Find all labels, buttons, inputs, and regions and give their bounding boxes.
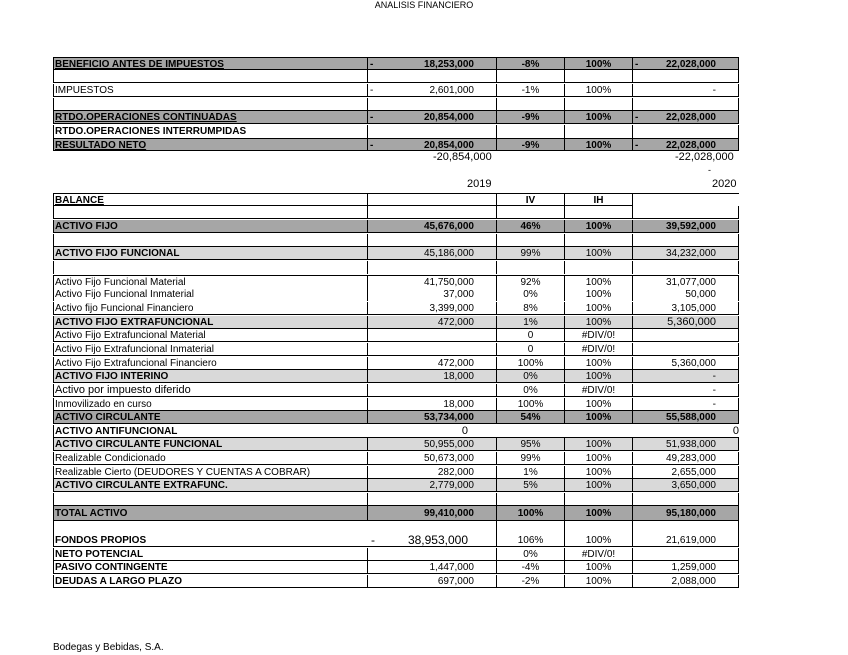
value-2020: - 22,028,000 [632,138,739,151]
table-row [53,438,739,451]
row-label: Inmovilizado en curso [53,398,367,411]
table-row [53,84,739,97]
value-ih: 100% [564,288,632,301]
value-iv: 0% [496,288,564,301]
value-2019: 472,000 [367,316,496,329]
row-label: ACTIVO FIJO INTERINO [53,370,367,383]
value-ih: 100% [564,452,632,465]
value-iv: 100% [496,357,564,370]
table-row [53,288,739,301]
table-row [53,247,739,260]
value-ih: 100% [564,438,632,451]
value-ih: 100% [564,247,632,260]
table-row-empty [53,206,739,219]
row-label: Activo fijo Funcional Financiero [53,302,367,315]
row-label: Activo Fijo Funcional Inmaterial [53,288,367,301]
total-row [53,506,739,521]
value-ih: 100% [564,479,632,492]
value-ih: 100% [564,275,632,288]
value-iv: -8% [496,57,564,70]
value-iv: 54% [496,411,564,424]
value-iv: -4% [496,561,564,574]
row-label: BENEFICIO ANTES DE IMPUESTOS [53,57,367,70]
value-2019: 45,676,000 [367,220,496,233]
value-2019 [367,343,496,356]
value-ih: #DIV/0! [564,548,632,561]
value-ih: 100% [564,534,632,547]
table-row [53,452,739,465]
row-label: DEUDAS A LARGO PLAZO [53,575,367,588]
value-iv: 1% [496,466,564,479]
row-label: ACTIVO CIRCULANTE [53,411,367,424]
value-2020: 50,000 [632,288,739,301]
value-ih: 100% [564,316,632,329]
value-ih: 100% [564,575,632,588]
table-row [53,111,739,124]
row-label: Activo Fijo Extrafuncional Material [53,329,367,342]
value-2020: 5,360,000 [632,316,739,329]
value-iv: 99% [496,452,564,465]
value-ih: 100% [564,466,632,479]
value-ih: 100% [564,411,632,424]
row-label: NETO POTENCIAL [53,548,367,561]
value-ih: 100% [564,302,632,315]
year-2020: 2020 [712,178,737,190]
value-2020: 51,938,000 [632,438,739,451]
value-2019: 472,000 [367,357,496,370]
value-2019: 37,000 [367,288,496,301]
value-2019: 697,000 [367,575,496,588]
table-row [53,425,739,438]
table-row [53,275,739,288]
table-row [53,302,739,315]
value-ih: #DIV/0! [564,343,632,356]
page-title: ANALISIS FINANCIERO [374,0,474,10]
value-2020: 1,259,000 [632,561,739,574]
table-row-empty [53,98,739,111]
value-2020: - 22,028,000 [632,111,739,124]
value-ih: #DIV/0! [564,384,632,397]
value-2020: - [632,370,739,383]
table-row [53,316,739,329]
value-iv: 0% [496,384,564,397]
table-row [53,466,739,479]
value-2020: 0 [632,425,739,438]
company-name: Bodegas y Bebidas, S.A. [53,642,164,653]
value-ih: 100% [564,57,632,70]
value-2019: 53,734,000 [367,411,496,424]
value-iv: 0 [496,329,564,342]
value-2019 [367,384,496,397]
row-label: ACTIVO CIRCULANTE FUNCIONAL [53,438,367,451]
value-2019: - 38,953,000 [367,534,496,547]
table-row [53,548,739,561]
value-2020: 2,088,000 [632,575,739,588]
table-row [53,57,739,70]
value-ih: 100% [564,220,632,233]
row-label: ACTIVO ANTIFUNCIONAL [53,425,367,438]
row-label: Activo Fijo Funcional Material [53,275,367,288]
table-row [53,534,739,547]
value-2019: 99,410,000 [367,506,496,521]
value-2019: 45,186,000 [367,247,496,260]
value-2020: 31,077,000 [632,275,739,288]
value-2020: 21,619,000 [632,534,739,547]
table-row-empty [53,493,739,506]
row-label: Activo Fijo Extrafuncional Financiero [53,357,367,370]
value-2020 [632,548,739,561]
value-ih: 100% [564,138,632,151]
value-iv: 1% [496,316,564,329]
value-iv: 5% [496,479,564,492]
table-row [53,384,739,397]
value-2019: 18,000 [367,370,496,383]
table-row [53,357,739,370]
table-row [53,220,739,233]
row-label: FONDOS PROPIOS [53,534,367,547]
table-row-empty [53,261,739,274]
table-row [53,343,739,356]
value-2019: 41,750,000 [367,275,496,288]
value-2019: 3,399,000 [367,302,496,315]
value-ih: 100% [564,111,632,124]
value-2019 [367,548,496,561]
value-2020: 5,360,000 [632,357,739,370]
value-2020: 2,655,000 [632,466,739,479]
value-2020: 39,592,000 [632,220,739,233]
value-iv: 8% [496,302,564,315]
value-iv: -1% [496,84,564,97]
value-iv: 100% [496,506,564,521]
row-label: RTDO.OPERACIONES INTERRUMPIDAS [53,125,367,138]
row-label: Realizable Condicionado [53,452,367,465]
value-ih: #DIV/0! [564,329,632,342]
balance-label: BALANCE [53,193,367,206]
value-2020: 55,588,000 [632,411,739,424]
value-iv: 0% [496,548,564,561]
value-iv: 0% [496,370,564,383]
value-2019: 50,673,000 [367,452,496,465]
value-2019: 50,955,000 [367,438,496,451]
value-2020 [632,329,739,342]
value-iv: -2% [496,575,564,588]
value-2020: 95,180,000 [632,506,739,521]
value-2020 [632,343,739,356]
net-result-2019: -20,854,000 [433,151,492,163]
value-2019 [367,329,496,342]
row-label: PASIVO CONTINGENTE [53,561,367,574]
value-iv: 106% [496,534,564,547]
row-label: ACTIVO CIRCULANTE EXTRAFUNC. [53,479,367,492]
value-2019: 282,000 [367,466,496,479]
table-row-empty [53,521,739,534]
iv-header: IV [496,193,564,206]
value-iv: 92% [496,275,564,288]
row-label: Activo Fijo Extrafuncional Inmaterial [53,343,367,356]
value-2019: - 20,854,000 [367,138,496,151]
value-iv: -9% [496,138,564,151]
table-row [53,329,739,342]
value-2019: - 18,253,000 [367,57,496,70]
value-2019: 0 [367,425,496,438]
table-row [53,370,739,383]
table-row [53,398,739,411]
value-iv: 46% [496,220,564,233]
row-label: ACTIVO FIJO FUNCIONAL [53,247,367,260]
table-row [53,411,739,424]
value-iv: 95% [496,438,564,451]
value-2020: 34,232,000 [632,247,739,260]
row-label: Activo por impuesto diferido [53,384,367,397]
dash-value: - [708,165,711,175]
value-2019: - 20,854,000 [367,111,496,124]
value-2020: - 22,028,000 [632,57,739,70]
value-iv: 0 [496,343,564,356]
year-2019: 2019 [467,178,492,190]
table-row-empty [53,70,739,83]
value-2019: 2,779,000 [367,479,496,492]
value-iv: -9% [496,111,564,124]
ih-header: IH [564,193,632,206]
value-ih: 100% [564,398,632,411]
row-label: TOTAL ACTIVO [53,506,367,521]
value-ih: 100% [564,84,632,97]
value-2020: 49,283,000 [632,452,739,465]
balance-header [53,193,739,206]
value-2020: 3,105,000 [632,302,739,315]
value-2020: 3,650,000 [632,479,739,492]
value-2019: 1,447,000 [367,561,496,574]
row-label: IMPUESTOS [53,84,367,97]
value-2019: 18,000 [367,398,496,411]
value-iv: 100% [496,398,564,411]
table-row [53,138,739,151]
net-result-2020: -22,028,000 [675,151,734,163]
value-2019: - 2,601,000 [367,84,496,97]
table-row [53,575,739,588]
table-row [53,125,739,138]
value-2020: - [632,84,739,97]
value-ih: 100% [564,561,632,574]
table-row [53,479,739,492]
row-label: ACTIVO FIJO [53,220,367,233]
table-row [53,561,739,574]
table-row-empty [53,234,739,247]
value-2020: - [632,398,739,411]
value-ih: 100% [564,370,632,383]
row-label: Realizable Cierto (DEUDORES Y CUENTAS A COBRAR) [53,466,367,479]
value-ih: 100% [564,357,632,370]
value-iv: 99% [496,247,564,260]
row-label: RTDO.OPERACIONES CONTINUADAS [53,111,367,124]
row-label: RESULTADO NETO [53,138,367,151]
value-2020: - [632,384,739,397]
row-label: ACTIVO FIJO EXTRAFUNCIONAL [53,316,367,329]
value-ih: 100% [564,506,632,521]
